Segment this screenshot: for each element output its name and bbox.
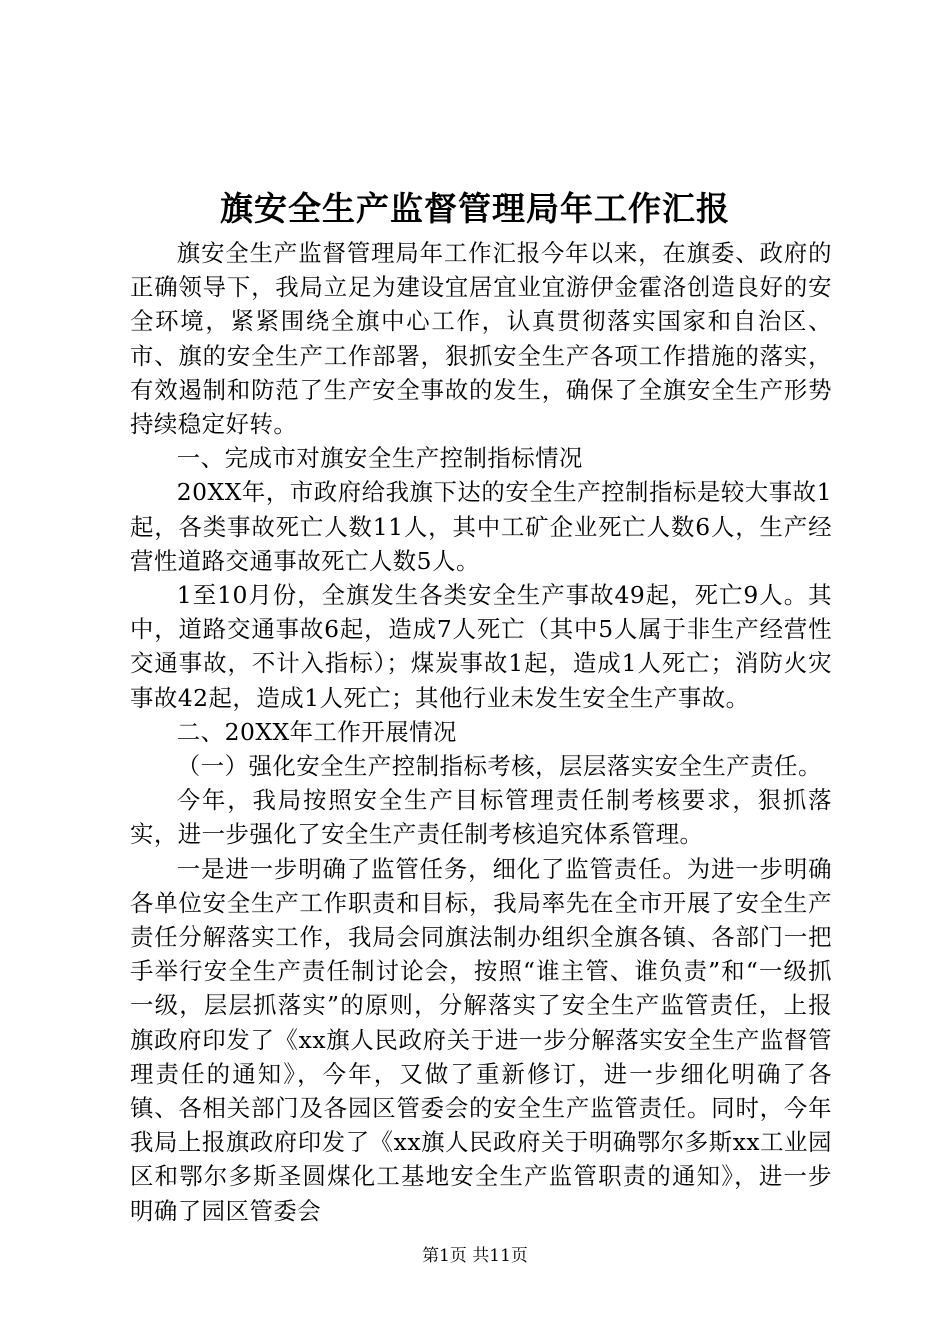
subsection-heading-1: （一）强化安全生产控制指标考核，层层落实安全生产责任。 [176,752,822,781]
section-heading-1: 一、完成市对旗安全生产控制指标情况 [176,444,583,473]
paragraph-point-one: 一是进一步明确了监管任务，细化了监管责任。为进一步明确各单位安全生产工作职责和目标，我局率先在全市开展了安全生产责任分解落实工作，我局会同旗法制办组织全旗各镇、各部门一把手举行安全生产责任制讨论会，按照“谁主管、谁负责”和“一级抓一级，层层抓落实”的原则，分解落实了安全生产监管责任，上报旗政府印发了《xx旗人民政府关于进一步分解落实安全生产监督管理责任的通知》，今年，又做了重新修订，进一步细化明确了各镇、各相关部门及各园区管委会的安全生产监管责任。同时，今年我局上报旗政府印发了《xx旗人民政府关于明确鄂尔多斯xx工业园区和鄂尔多斯圣圆煤化工基地安全生产监管职责的通知》，进一步明确了园区管委会 [130,854,832,1225]
paragraph-this-year: 今年，我局按照安全生产目标管理责任制考核要求，狠抓落实，进一步强化了安全生产责任制考核追究体系管理。 [130,786,832,849]
page-number-footer: 第1页 共11页 [422,1246,528,1266]
document-body [130,236,832,1228]
paragraph-intro: 旗安全生产监督管理局年工作汇报今年以来，在旗委、政府的正确领导下，我局立足为建设宜居宜业宜游伊金霍洛创造良好的安全环境，紧紧围绕全旗中心工作，认真贯彻落实国家和自治区、市、旗的安全生产工作部署，狠抓安全生产各项工作措施的落实，有效遏制和防范了生产安全事故的发生，确保了全旗安全生产形势持续稳定好转。 [130,239,832,439]
paragraph-targets: 20XX年，市政府给我旗下达的安全生产控制指标是较大事故1起，各类事故死亡人数11人，其中工矿企业死亡人数6人，生产经营性道路交通事故死亡人数5人。 [130,478,832,575]
document-title: 旗安全生产监督管理局年工作汇报 [220,189,730,228]
paragraph-accidents: 1至10月份，全旗发生各类安全生产事故49起，死亡9人。其中，道路交通事故6起，造成7人死亡（其中5人属于非生产经营性交通事故，不计入指标）；煤炭事故1起，造成1人死亡；消防火灾事故42起，造成1人死亡；其他行业未发生安全生产事故。 [130,581,832,712]
section-heading-2: 二、20XX年工作开展情况 [176,717,457,746]
